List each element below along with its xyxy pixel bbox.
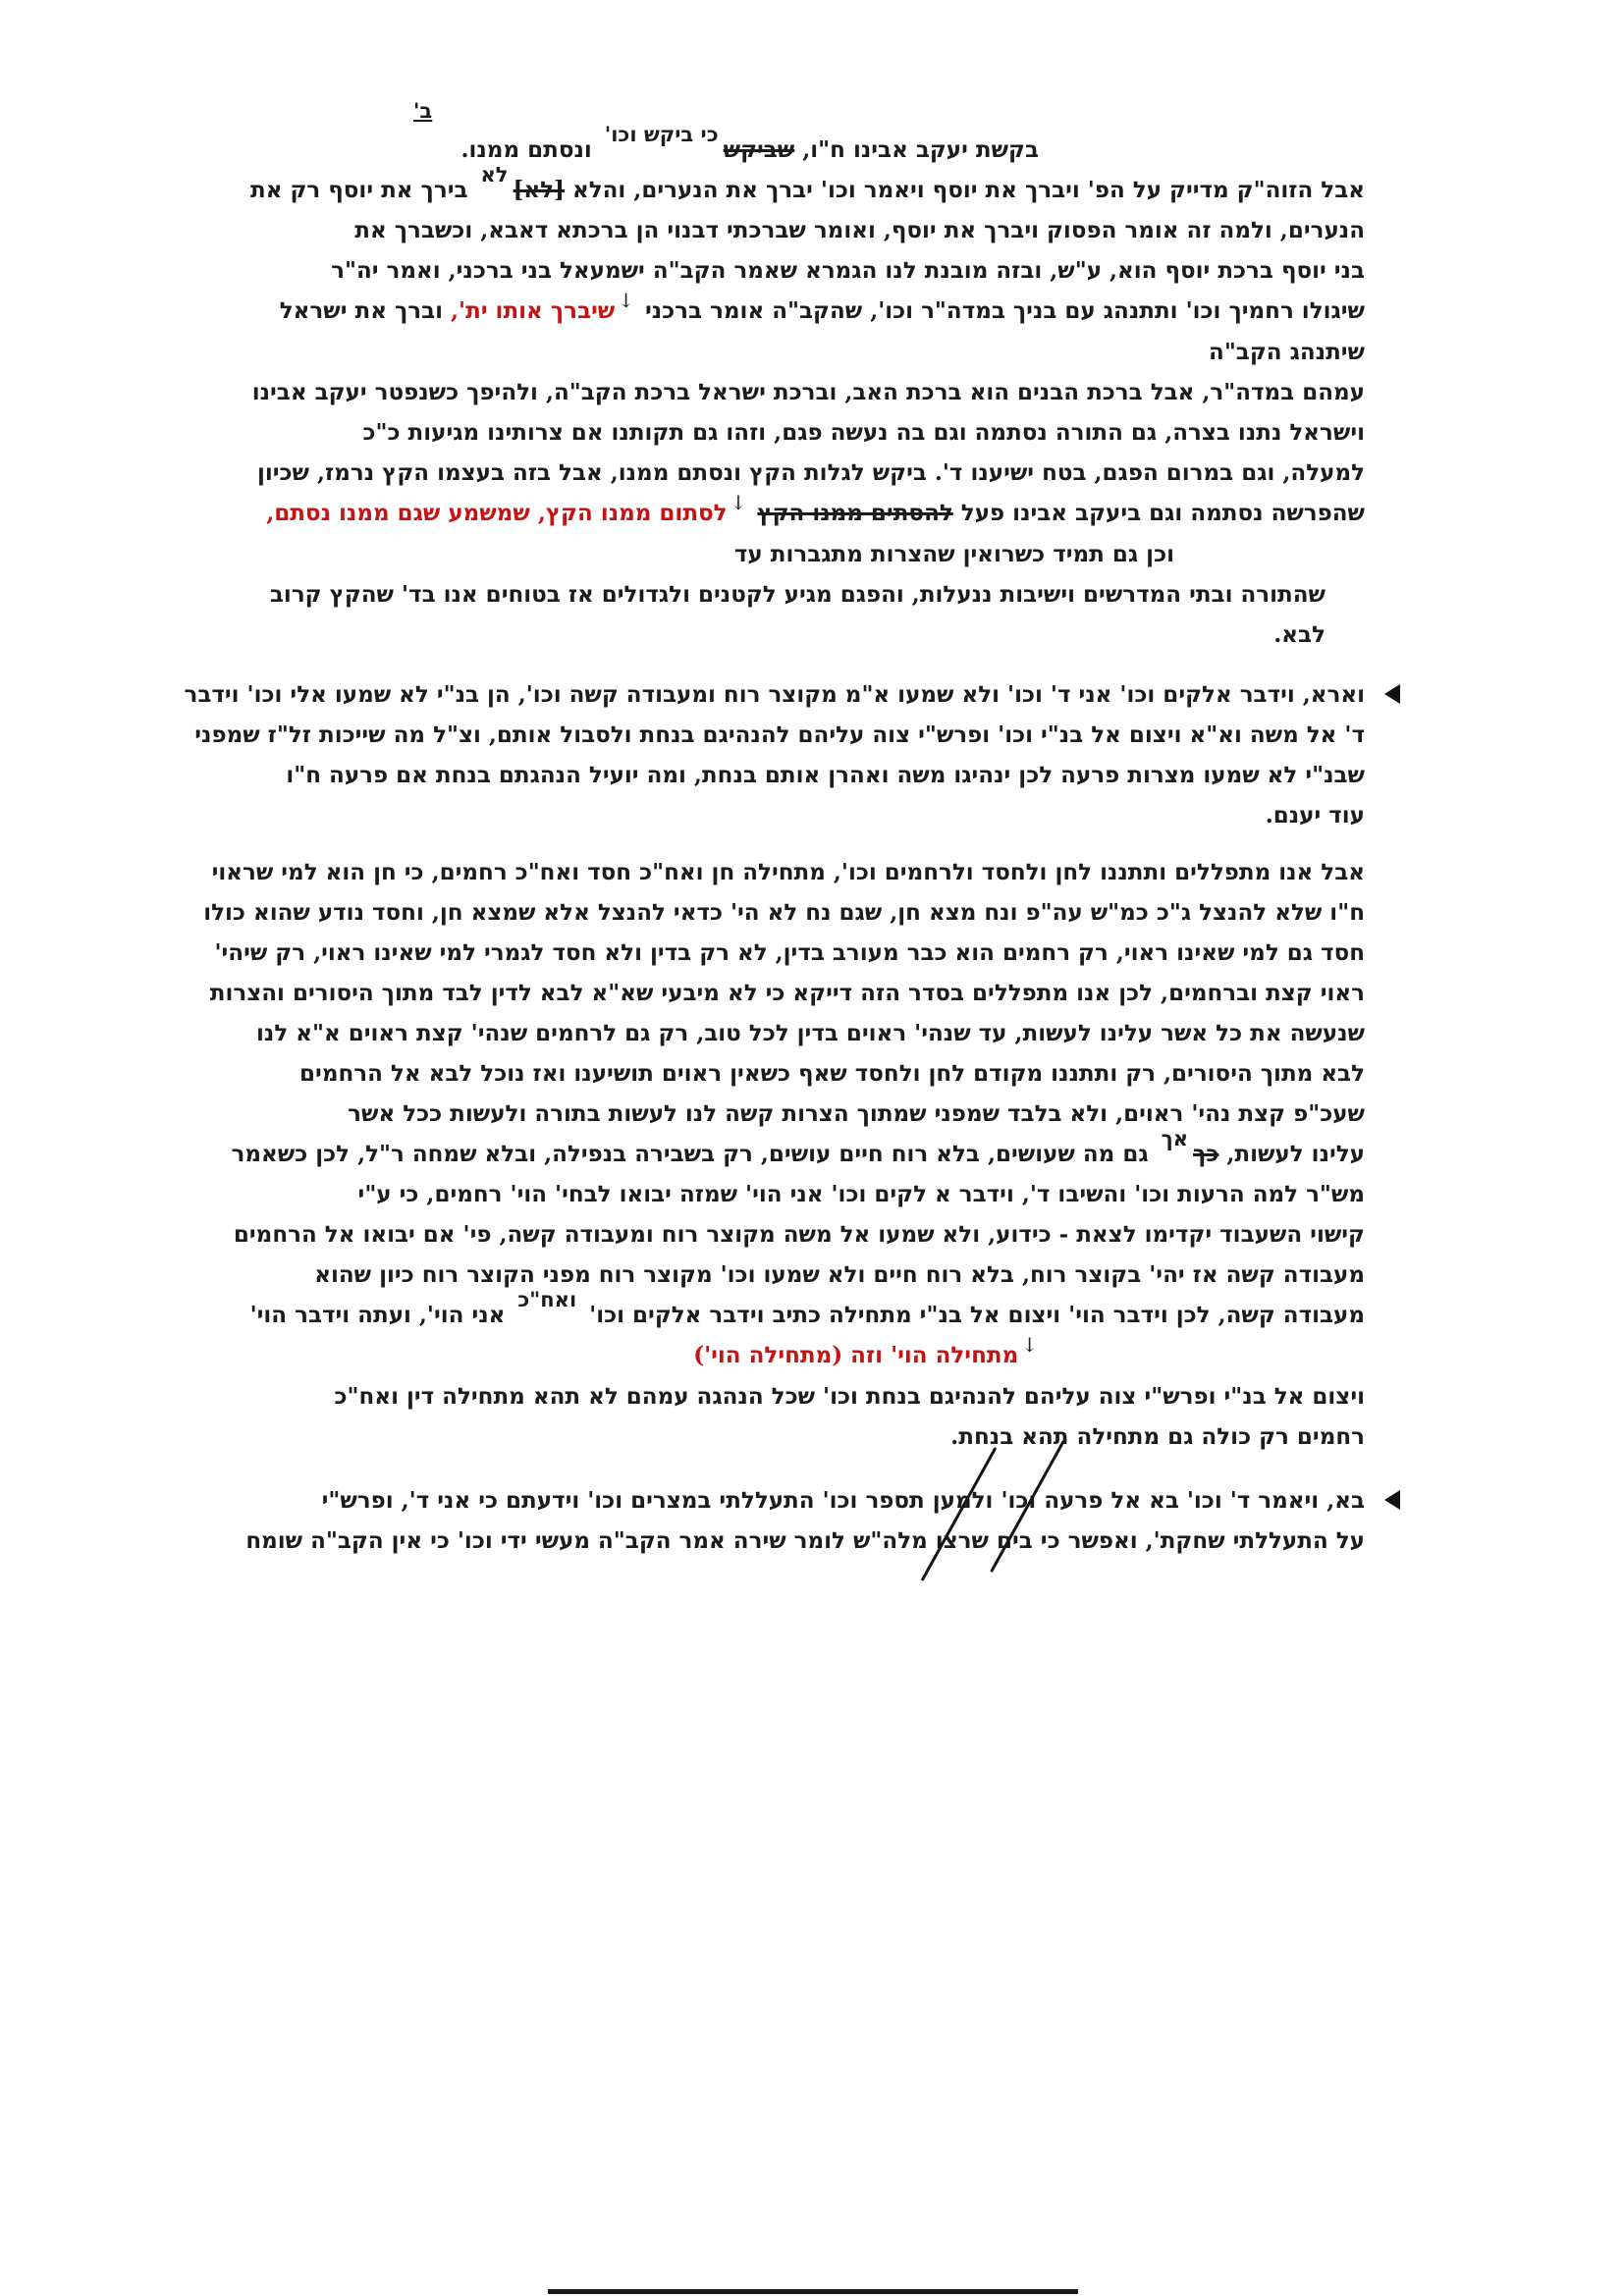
- text-run: לבא מתוך היסורים, רק ותתננו מקודם לחן ולחסד שאף כשאין ראוים תושיענו ואז נוכל לבא אל הרחמים: [299, 1060, 1365, 1087]
- paragraph-marker-icon: [1384, 684, 1400, 704]
- text-line: [137, 493, 1365, 534]
- text-line: [137, 162, 1365, 210]
- text-run: הנערים, ולמה זה אומר הפסוק ויברך את יוסף, ואומר שברכתי דבנוי הן ברכתא דאבא, וכשברך את: [354, 217, 1365, 243]
- red-ink-text: מתחילה הוי' וזה (מתחילה הוי'): [693, 1342, 1019, 1368]
- text-line: [137, 1416, 1365, 1457]
- text-run: וברך את ישראל: [279, 297, 452, 324]
- text-run: שיתנהג הקב"ה: [1209, 339, 1365, 365]
- text-run: אבל הזוה"ק מדייק על הפ' ויברך את יוסף ויאמר וכו' יברך את הנערים, והלא: [564, 177, 1365, 203]
- text-line: [137, 674, 1365, 715]
- text-line: [137, 122, 1039, 170]
- paragraph: [137, 1480, 1365, 1561]
- scan-edge-artifact: [548, 2289, 1078, 2294]
- text-run: וארא, וידבר אלקים וכו' אני ד' וכו' ולא שמעו א"מ מקוצר רוח ומעבודה קשה וכו', הן בנ"י לא שמעו אלי וכו' וידבר: [184, 681, 1365, 708]
- insertion-arrow-icon: ↓: [1021, 1333, 1038, 1357]
- red-ink-text: שיברך אותו ית',: [451, 297, 616, 324]
- text-run: וישראל נתנו בצרה, גם התורה נסתמה וגם בה נעשה פגם, וזהו גם תקותנו אם צרותינו מגיעות כ"כ: [362, 419, 1365, 446]
- text-run: אני הוי', ועתה וידבר הוי': [249, 1302, 514, 1328]
- text-run: שבנ"י לא שמעו מצרות פרעה לכן ינהיגו משה ואהרן אותם בנחת, ומה יועיל הנהגתם בנחת אם פרעה ח"ו: [286, 762, 1365, 788]
- text-line: [137, 291, 1365, 332]
- text-line: [137, 892, 1365, 933]
- text-line: [137, 1287, 1365, 1335]
- inserted-correction-text: לא: [480, 162, 509, 187]
- text-run: ראוי קצת וברחמים, לכן אנו מתפללים בסדר הזה דייקא כי לא מיבעי שא"א לבא לדין לבד מתוך היסורים והצרות: [209, 980, 1365, 1006]
- text-line: [137, 412, 1365, 453]
- text-line: [137, 795, 1365, 835]
- text-run: עמהם במדה"ר, אבל ברכת הבנים הוא ברכת האב, וברכת ישראל ברכת הקב"ה, ולהיפך כשנפטר יעקב אבינו: [251, 379, 1365, 405]
- text-line: [137, 1174, 1365, 1214]
- paragraph: [137, 674, 1365, 835]
- text-line: [137, 574, 1325, 614]
- text-line: [137, 1013, 1365, 1053]
- text-line: [137, 1126, 1365, 1174]
- text-run: בקשת יעקב אבינו ח"ו,: [794, 136, 1039, 163]
- text-line: [137, 1480, 1365, 1521]
- text-run: עוד יענם.: [1265, 802, 1365, 828]
- page-number: ב': [413, 98, 433, 123]
- text-line: [137, 1521, 1365, 1561]
- inserted-correction-text: אך: [1161, 1126, 1189, 1150]
- text-run: שעכ"פ קצת נהי' ראוים, ולא בלבד שמפני שמתוך הצרות קשה לנו לעשות בתורה ולעשות ככל אשר: [348, 1100, 1365, 1127]
- text-line: [137, 210, 1365, 250]
- text-run: שהתורה ובתי המדרשים וישיבות ננעלות, והפגם מגיע לקטנים ולגדולים אז בטוחים אנו בד' שהקץ קרוב: [269, 581, 1325, 608]
- text-run: חסד גם למי שאינו ראוי, רק רחמים הוא כבר מעורב בדין, לא רק בדין ולא חסד לגמרי למי שאינו ראוי, רק שיהי': [214, 939, 1365, 966]
- text-run: ויצום אל בנ"י ופרש"י צוה עליהם להנהיגם בנחת וכו' שכל הנהגה עמהם לא תהא מתחילה דין ואח"כ: [334, 1383, 1365, 1410]
- text-line: [137, 1335, 1041, 1376]
- text-run: מש"ר למה הרעות וכו' והשיבו ד', וידבר א לקים וכו' אני הוי' שמזה יבואו לבחי' הוי' רחמים, כי ע"י: [357, 1181, 1365, 1207]
- text-line: [137, 1214, 1365, 1255]
- text-run: רחמים רק כולה גם מתחילה תהא בנחת.: [950, 1423, 1365, 1450]
- paragraph: [137, 852, 1365, 1457]
- struck-text: להסתים ממנו הקץ: [757, 500, 953, 526]
- text-line: [137, 933, 1365, 973]
- text-run: למעלה, וגם במרום הפגם, בטח ישיענו ד'. ביקש לגלות הקץ ונסתם ממנו, אבל בזה בעצמו הקץ נרמז, שכיון: [256, 459, 1365, 486]
- text-run: על התעללתי שחקת', ואפשר כי בים שרצו מלה"ש לומר שירה אמר הקב"ה מעשי ידי וכו' כי אין הקב"ה שומח: [245, 1527, 1365, 1554]
- text-run: בני יוסף ברכת יוסף הוא, ע"ש, ובזה מובנת לנו הגמרא שאמר הקב"ה ישמעאל בני ברכני, ואמר יה"ר: [331, 257, 1365, 284]
- inserted-correction-text: כי ביקש וכו': [604, 122, 719, 146]
- text-line: [137, 1255, 1365, 1295]
- text-run: לבא.: [1273, 621, 1325, 648]
- text-run: בא, ויאמר ד' וכו' בא אל פרעה וכו' ולמען תספר וכו' התעללתי במצרים וכו' וידעתם כי אני ד', ופרש"י: [321, 1487, 1365, 1514]
- text-run: מעבודה קשה, לכן וידבר הוי' ויצום אל בנ"י מתחילה כתיב וידבר אלקים וכו': [581, 1302, 1365, 1328]
- text-run: וכן גם תמיד כשרואין שהצרות מתגברות עד: [733, 541, 1174, 567]
- paragraph: [137, 122, 1365, 655]
- text-line: [137, 453, 1365, 493]
- text-line: [137, 372, 1365, 412]
- text-run: ד' אל משה וא"א ויצום אל בנ"י וכו' ופרש"י צוה עליהם להנהיגם בנחת ולסבול אותם, וצ"ל מה שייכות זל"ז שמפני: [194, 721, 1365, 748]
- text-line: [137, 715, 1365, 755]
- paragraph-marker-icon: [1384, 1490, 1400, 1510]
- text-line: [137, 250, 1365, 291]
- text-run: קישוי השעבוד יקדימו לצאת - כידוע, ולא שמעו אל משה מקוצר רוח ומעבודה קשה, פי' אם יבואו אל הרחמים: [233, 1221, 1365, 1248]
- text-line: [137, 1053, 1365, 1094]
- text-line: [137, 852, 1365, 892]
- text-run: עלינו לעשות,: [1218, 1141, 1365, 1167]
- insertion-arrow-icon: ↓: [618, 289, 634, 312]
- struck-text: שביקש: [723, 136, 795, 163]
- text-line: [137, 534, 1174, 574]
- text-run: ונסתם ממנו.: [460, 136, 600, 163]
- insertion-arrow-icon: ↓: [730, 491, 747, 514]
- text-line: [137, 614, 1325, 655]
- text-run: ח"ו שלא להנצל ג"כ כמ"ש עה"פ ונח מצא חן, שגם נח לא הי' כדאי להנצל אלא שמצא חן, וחסד נודע שהוא כולו: [203, 899, 1365, 926]
- red-ink-text: לסתום ממנו הקץ, שמשמע שגם ממנו נסתם,: [266, 500, 728, 526]
- text-run: מעבודה קשה אז יהי' בקוצר רוח, בלא רוח חיים ולא שמעו וכו' מקוצר רוח מפני הקוצר רוח כיון שהוא: [314, 1261, 1365, 1288]
- text-run: גם מה שעושים, בלא רוח חיים עושים, רק בשבירה בנפילה, ובלא שמחה ר"ל, לכן כשאמר: [231, 1141, 1157, 1167]
- text-line: [137, 1376, 1365, 1416]
- struck-text: [לא]: [513, 177, 565, 203]
- text-line: [137, 332, 1365, 372]
- text-run: שנעשה את כל אשר עלינו לעשות, עד שנהי' ראוים בדין לכל טוב, רק גם לרחמים שנהי' קצת ראוים א"א לנו: [256, 1020, 1365, 1046]
- text-run: שהפרשה נסתמה וגם ביעקב אבינו פעל: [952, 500, 1365, 526]
- text-run: שיגולו רחמיך וכו' ותתנהג עם בניך במדה"ר וכו', שהקב"ה אומר ברכני: [636, 297, 1365, 324]
- text-body: [137, 122, 1365, 1561]
- text-run: בירך את יוסף רק את: [250, 177, 476, 203]
- inserted-correction-text: ואח"כ: [517, 1287, 577, 1311]
- text-run: אבל אנו מתפללים ותתננו לחן ולחסד ולרחמים וכו', מתחילה חן ואח"כ חסד ואח"כ רחמים, כי חן הוא למי שראוי: [211, 859, 1365, 885]
- struck-text: כך: [1193, 1141, 1219, 1167]
- text-line: [137, 755, 1365, 795]
- text-line: [137, 973, 1365, 1013]
